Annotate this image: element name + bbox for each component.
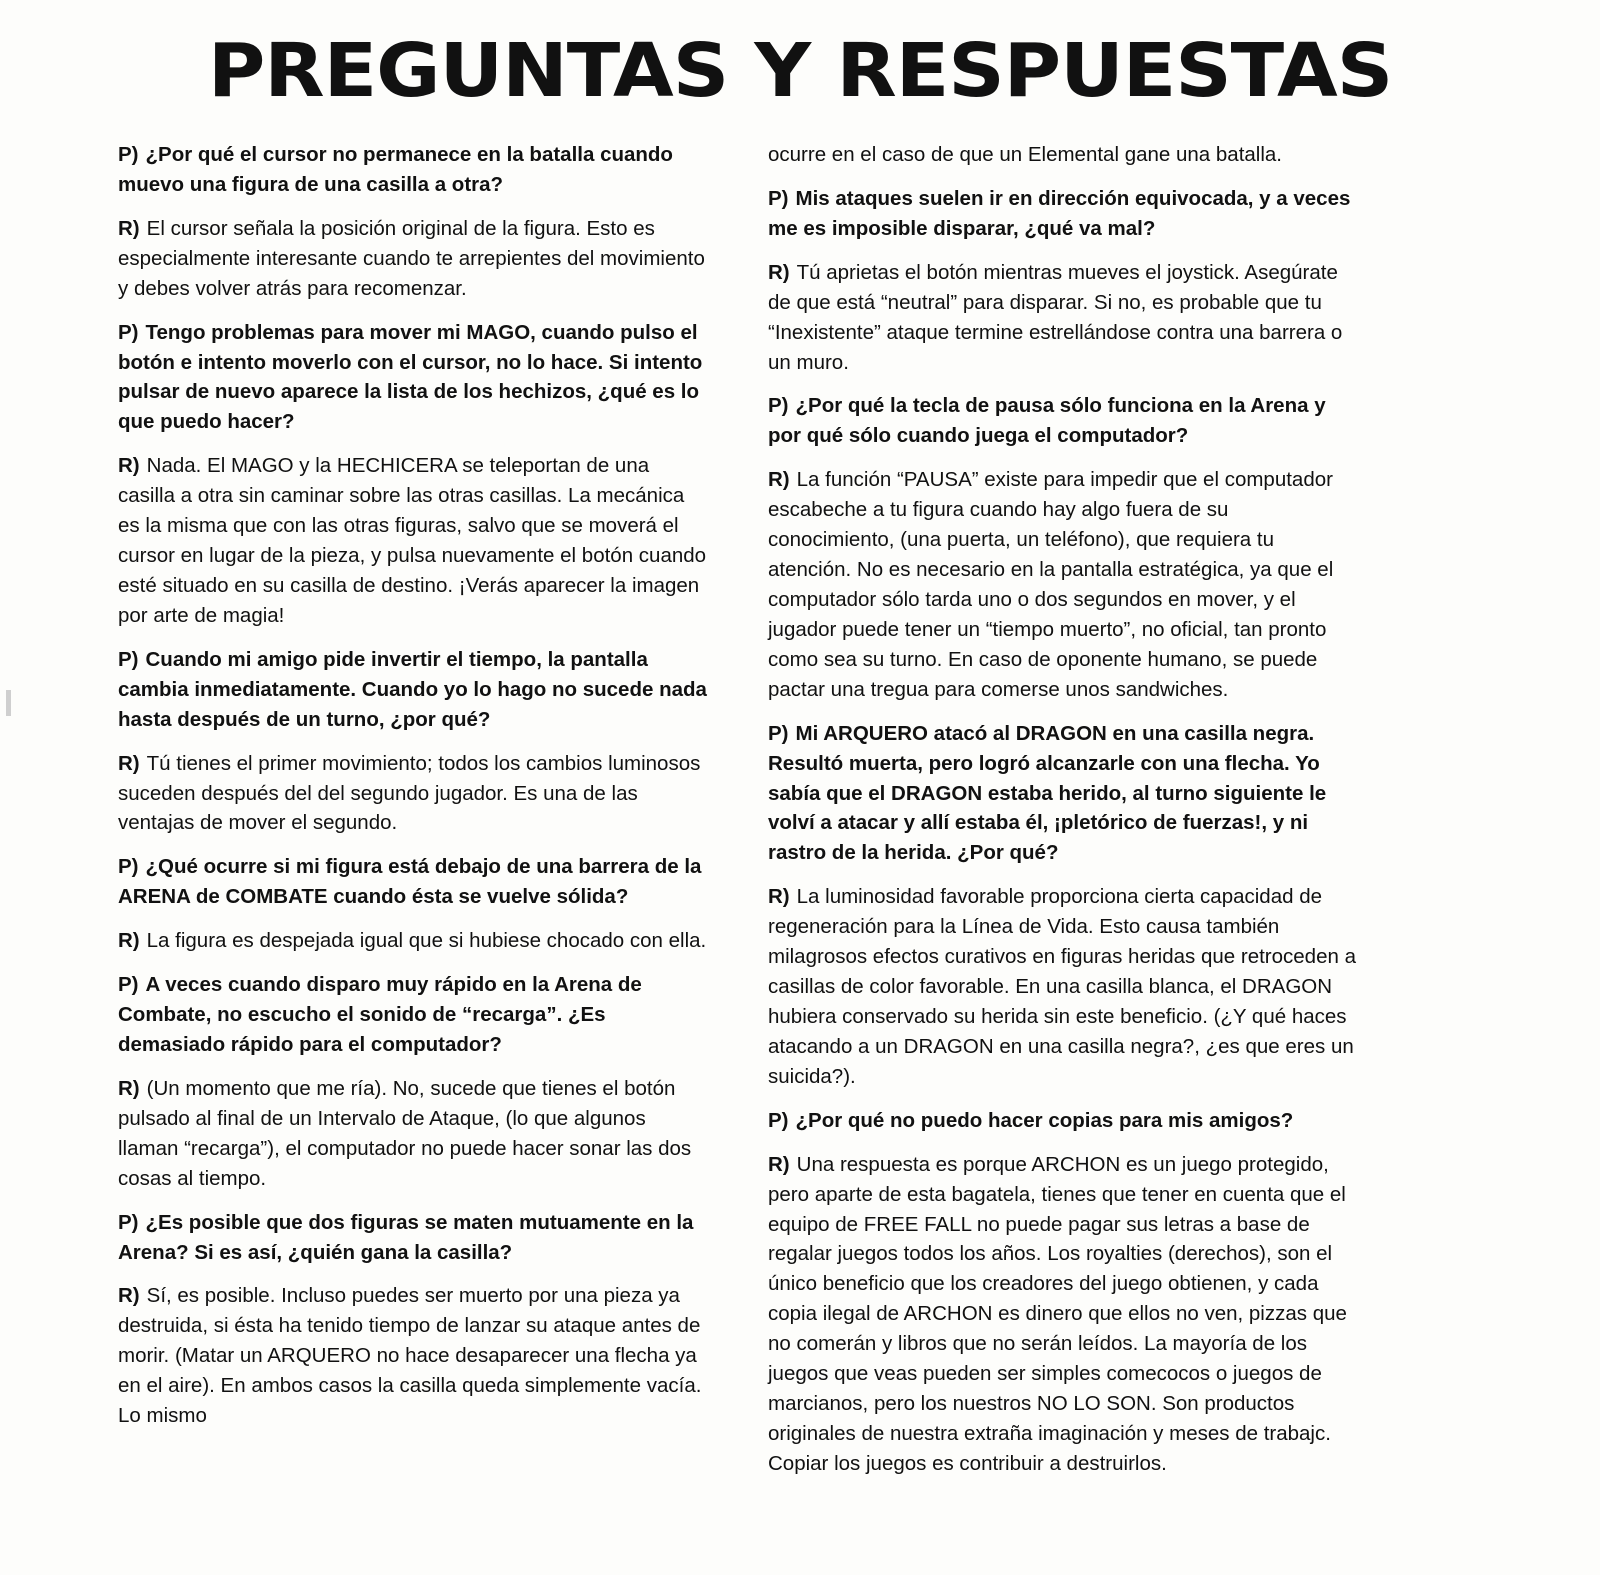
qa-text: El cursor señala la posición original de la figura. Esto es especialmente interesante cuando te arrepientes del movimiento y debes volver atrás para recomenzar. bbox=[118, 216, 705, 300]
qa-block bbox=[768, 1106, 1360, 1136]
qa-marker: P) bbox=[118, 973, 139, 997]
qa-marker: R) bbox=[118, 454, 140, 478]
qa-block bbox=[118, 318, 710, 438]
qa-block bbox=[118, 214, 710, 304]
qa-text: (Un momento que me ría). No, sucede que tienes el botón pulsado al final de un Intervalo de Ataque, (lo que algunos llaman “recarga”), el computador no puede hacer sonar las dos cosas al tiempo. bbox=[118, 1076, 692, 1190]
qa-marker: R) bbox=[768, 1152, 790, 1176]
qa-text: La figura es despejada igual que si hubiese chocado con ella. bbox=[146, 929, 707, 953]
qa-block bbox=[118, 451, 710, 631]
qa-text: ¿Por qué el cursor no permanece en la batalla cuando muevo una figura de una casilla a otra? bbox=[118, 143, 673, 196]
qa-text: Mi ARQUERO atacó al DRAGON en una casilla negra. Resultó muerta, pero logró alcanzarle con una flecha. Yo sabía que el DRAGON estaba herido, al turno siguiente le volví a atacar y allí estaba él, ¡pletórico de fuerzas!, y ni rastro de la herida. ¿Por qué? bbox=[768, 721, 1327, 865]
qa-marker: P) bbox=[118, 647, 139, 671]
qa-block bbox=[768, 258, 1360, 378]
qa-text: Tengo problemas para mover mi MAGO, cuando pulso el botón e intento moverlo con el cursor, no lo hace. Si intento pulsar de nuevo aparece la lista de los hechizos, ¿qué es lo que puedo hacer? bbox=[118, 320, 703, 434]
qa-marker: P) bbox=[768, 186, 789, 210]
qa-block bbox=[118, 970, 710, 1060]
qa-marker: R) bbox=[768, 260, 790, 284]
two-column-body bbox=[0, 114, 1600, 1493]
qa-text: Sí, es posible. Incluso puedes ser muerto por una pieza ya destruida, si ésta ha tenido tiempo de lanzar su ataque antes de morir. (Matar un ARQUERO no hace desaparecer una flecha ya en el aire). En ambos casos la casilla queda simplemente vacía. Lo mismo bbox=[118, 1284, 702, 1428]
right-column bbox=[768, 140, 1360, 1493]
qa-marker: R) bbox=[118, 751, 140, 775]
qa-text: ocurre en el caso de que un Elemental gane una batalla. bbox=[768, 143, 1283, 166]
qa-block bbox=[768, 882, 1360, 1091]
qa-text: Mis ataques suelen ir en dirección equivocada, y a veces me es imposible disparar, ¿qué va mal? bbox=[768, 186, 1351, 240]
qa-block bbox=[768, 719, 1360, 869]
page-edge-mark bbox=[6, 690, 11, 716]
qa-marker: R) bbox=[118, 929, 140, 953]
qa-text: La luminosidad favorable proporciona cierta capacidad de regeneración para la Línea de Vida. Esto causa también milagrosos efectos curativos en figuras heridas que retroceden a casillas de color favorable. En una casilla blanca, el DRAGON hubiera conservado su herida sin este beneficio. (¿Y qué haces atacando a un DRAGON en una casilla negra?, ¿es que eres un suicida?). bbox=[768, 885, 1356, 1088]
qa-marker: P) bbox=[768, 394, 789, 418]
qa-marker: R) bbox=[768, 468, 790, 492]
qa-text: A veces cuando disparo muy rápido en la Arena de Combate, no escucho el sonido de “recarga”. ¿Es demasiado rápido para el computador? bbox=[118, 973, 642, 1056]
qa-text: Cuando mi amigo pide invertir el tiempo, la pantalla cambia inmediatamente. Cuando yo lo hago no sucede nada hasta después de un turno, ¿por qué? bbox=[118, 647, 707, 731]
qa-marker: P) bbox=[768, 1108, 789, 1132]
qa-block bbox=[768, 184, 1360, 244]
qa-block bbox=[118, 1208, 710, 1268]
qa-text: ¿Por qué la tecla de pausa sólo funciona en la Arena y por qué sólo cuando juega el computador? bbox=[768, 394, 1326, 448]
qa-block bbox=[118, 1074, 710, 1194]
left-column bbox=[118, 140, 710, 1493]
qa-block bbox=[118, 140, 710, 200]
qa-block bbox=[118, 926, 710, 956]
page-title: PREGUNTAS Y RESPUESTAS bbox=[207, 28, 1393, 114]
qa-marker: P) bbox=[118, 855, 139, 879]
qa-marker: R) bbox=[118, 216, 140, 240]
qa-text: La función “PAUSA” existe para impedir que el computador escabeche a tu figura cuando hay algo fuera de su conocimiento, (una puerta, un teléfono), que requiera tu atención. No es necesario en la pantalla estratégica, ya que el computador sólo tarda uno o dos segundos en mover, y el jugador puede tener un “tiempo muerto”, no oficial, tan pronto como sea su turno. En caso de oponente humano, se puede pactar una tregua para comerse unos sandwiches. bbox=[768, 468, 1334, 701]
qa-text: ¿Es posible que dos figuras se maten mutuamente en la Arena? Si es así, ¿quién gana la casilla? bbox=[118, 1210, 694, 1264]
qa-marker: P) bbox=[118, 320, 139, 344]
qa-block bbox=[768, 465, 1360, 704]
qa-text: ¿Por qué no puedo hacer copias para mis amigos? bbox=[795, 1108, 1294, 1132]
qa-marker: R) bbox=[118, 1284, 140, 1308]
qa-marker: R) bbox=[768, 885, 790, 909]
qa-block bbox=[118, 749, 710, 839]
qa-text: Tú tienes el primer movimiento; todos los cambios luminosos suceden después del del segundo jugador. Es una de las ventajas de mover el segundo. bbox=[118, 751, 701, 835]
qa-text: Tú aprietas el botón mientras mueves el joystick. Asegúrate de que está “neutral” para disparar. Si no, es probable que tu “Inexistente” ataque termine estrellándose contra una barrera o un muro. bbox=[768, 260, 1343, 374]
qa-marker: P) bbox=[118, 143, 139, 166]
qa-block bbox=[118, 1281, 710, 1431]
qa-block bbox=[768, 391, 1360, 451]
qa-marker: P) bbox=[118, 1210, 139, 1234]
qa-block bbox=[768, 140, 1360, 170]
qa-text: Una respuesta es porque ARCHON es un juego protegido, pero aparte de esta bagatela, tienes que tener en cuenta que el equipo de FREE FALL no puede pagar sus letras a base de regalar juegos todos los años. Los royalties (derechos), son el único beneficio que los creadores del juego obtienen, y cada copia ilegal de ARCHON es dinero que ellos no ven, pizzas que no comerán y libros que no serán leídos. La mayoría de los juegos que veas pueden ser simples comecocos o juegos de marcianos, pero los nuestros NO LO SON. Son productos originales de nuestra extraña imaginación y meses de trabajc. Copiar los juegos es contribuir a destruirlos. bbox=[768, 1152, 1347, 1475]
qa-marker: R) bbox=[118, 1076, 140, 1100]
qa-text: ¿Qué ocurre si mi figura está debajo de una barrera de la ARENA de COMBATE cuando ésta se vuelve sólida? bbox=[118, 855, 702, 909]
qa-block bbox=[118, 645, 710, 735]
qa-marker: P) bbox=[768, 721, 789, 745]
qa-block bbox=[768, 1150, 1360, 1479]
qa-text: Nada. El MAGO y la HECHICERA se teleportan de una casilla a otra sin caminar sobre las otras casillas. La mecánica es la misma que con las otras figuras, salvo que se moverá el cursor en lugar de la pieza, y pulsa nuevamente el botón cuando esté situado en su casilla de destino. ¡Verás aparecer la imagen por arte de magia! bbox=[118, 454, 707, 627]
qa-block bbox=[118, 852, 710, 912]
